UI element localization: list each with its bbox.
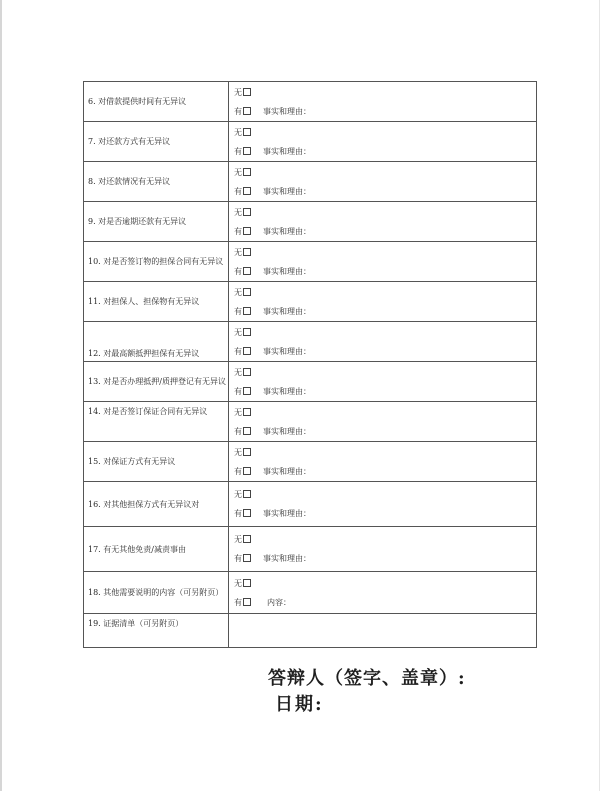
yes-checkbox[interactable] [243,598,251,606]
table-row [84,362,537,402]
question-cell: 15. 对保证方式有无异议 [84,442,229,482]
reason-label: 事实和理由： [263,386,311,396]
no-option [234,530,536,549]
no-label: 无 [234,127,242,137]
no-checkbox[interactable] [243,88,251,96]
yes-option [234,182,536,201]
yes-checkbox[interactable] [243,227,251,235]
evidence-list-field[interactable] [229,614,537,648]
yes-option [234,302,536,321]
no-checkbox[interactable] [243,328,251,336]
yes-checkbox[interactable] [243,347,251,355]
yes-checkbox[interactable] [243,467,251,475]
question-cell: 6. 对借款提供时间有无异议 [84,82,229,122]
answer-cell [229,362,537,402]
yes-checkbox[interactable] [243,307,251,315]
yes-option [234,222,536,241]
yes-label: 有 [234,106,242,116]
yes-label: 有 [234,146,242,156]
no-label: 无 [234,87,242,97]
table-row [84,527,537,572]
table-row [84,402,537,442]
answer-cell [229,282,537,322]
yes-option [234,422,536,441]
no-option [234,403,536,422]
no-checkbox[interactable] [243,368,251,376]
yes-option [234,102,536,121]
yes-checkbox[interactable] [243,107,251,115]
question-cell: 10. 对是否签订物的担保合同有无异议 [84,242,229,282]
question-cell: 9. 对是否逾期还款有无异议 [84,202,229,242]
answer-cell [229,572,537,614]
content-label: 内容： [267,597,291,607]
yes-option [234,262,536,281]
reason-label: 事实和理由： [263,346,311,356]
yes-checkbox[interactable] [243,267,251,275]
yes-checkbox[interactable] [243,554,251,562]
no-option [234,443,536,462]
no-label: 无 [234,247,242,257]
reason-label: 事实和理由： [263,146,311,156]
yes-label: 有 [234,346,242,356]
answer-cell [229,162,537,202]
question-cell: 13. 对是否办理抵押/质押登记有无异议 [84,362,229,402]
reason-label: 事实和理由： [263,226,311,236]
yes-option [234,142,536,161]
reason-label: 事实和理由： [263,426,311,436]
no-option [234,363,536,382]
no-option [234,163,536,182]
yes-label: 有 [234,597,242,607]
no-checkbox[interactable] [243,208,251,216]
yes-option [234,342,536,361]
no-checkbox[interactable] [243,579,251,587]
reason-label: 事实和理由： [263,554,311,563]
answer-cell [229,242,537,282]
respondent-signature-label: 答辩人（签字、盖章）: [268,668,466,689]
yes-label: 有 [234,466,242,476]
reason-label: 事实和理由： [263,466,311,476]
question-cell: 18. 其他需要说明的内容（可另附页） [84,572,229,614]
table-row [84,442,537,482]
answer-cell [229,82,537,122]
reason-label: 事实和理由： [263,266,311,276]
yes-label: 有 [234,386,242,396]
table-row [84,282,537,322]
table-row [84,614,537,648]
no-checkbox[interactable] [243,168,251,176]
yes-label: 有 [234,226,242,236]
table-row [84,202,537,242]
table-row [84,242,537,282]
answer-cell [229,527,537,572]
yes-checkbox[interactable] [243,387,251,395]
yes-label: 有 [234,186,242,196]
page-edge [0,0,2,791]
question-cell: 16. 对其他担保方式有无异议对 [84,482,229,527]
no-checkbox[interactable] [243,288,251,296]
yes-option [234,549,536,568]
no-label: 无 [234,327,242,337]
no-label: 无 [234,207,242,217]
table-row [84,322,537,362]
answer-cell [229,322,537,362]
no-option [234,123,536,142]
no-option [234,203,536,222]
yes-label: 有 [234,266,242,276]
question-cell: 11. 对担保人、担保物有无异议 [84,282,229,322]
yes-checkbox[interactable] [243,427,251,435]
answer-cell [229,442,537,482]
no-checkbox[interactable] [243,448,251,456]
yes-option [234,462,536,481]
question-cell: 7. 对还款方式有无异议 [84,122,229,162]
reason-label: 事实和理由： [263,509,311,518]
question-cell: 12. 对最高额抵押担保有无异议 [84,322,229,362]
yes-option [234,504,536,523]
no-checkbox[interactable] [243,248,251,256]
reason-label: 事实和理由： [263,106,311,116]
no-checkbox[interactable] [243,490,251,498]
table-row [84,162,537,202]
table-row [84,122,537,162]
no-label: 无 [234,578,242,588]
yes-checkbox[interactable] [243,509,251,517]
no-option [234,323,536,342]
no-label: 无 [234,167,242,177]
no-option [234,283,536,302]
no-checkbox[interactable] [243,408,251,416]
question-cell: 8. 对还款情况有无异议 [84,162,229,202]
no-label: 无 [234,447,242,457]
reason-label: 事实和理由： [263,306,311,316]
reason-label: 事实和理由： [263,186,311,196]
question-cell: 14. 对是否签订保证合同有无异议 [84,402,229,442]
no-label: 无 [234,367,242,377]
yes-label: 有 [234,306,242,316]
table-row [84,572,537,614]
objection-form-table [83,81,537,648]
yes-label: 有 [234,509,242,518]
no-label: 无 [234,407,242,417]
no-option [234,83,536,102]
yes-label: 有 [234,554,242,563]
yes-option [234,382,536,401]
no-option [234,243,536,262]
no-checkbox[interactable] [243,535,251,543]
table-row [84,482,537,527]
yes-checkbox[interactable] [243,147,251,155]
no-option [234,574,536,593]
yes-label: 有 [234,426,242,436]
answer-cell [229,122,537,162]
question-cell: 17. 有无其他免责/减责事由 [84,527,229,572]
yes-checkbox[interactable] [243,187,251,195]
answer-cell [229,402,537,442]
table-row [84,82,537,122]
no-label: 无 [234,287,242,297]
no-label: 无 [234,535,242,544]
answer-cell [229,202,537,242]
date-label: 日期: [275,694,324,715]
no-option [234,485,536,504]
no-checkbox[interactable] [243,128,251,136]
question-cell: 19. 证据清单（可另附页） [84,614,229,648]
no-label: 无 [234,490,242,499]
answer-cell [229,482,537,527]
yes-option [234,593,536,612]
